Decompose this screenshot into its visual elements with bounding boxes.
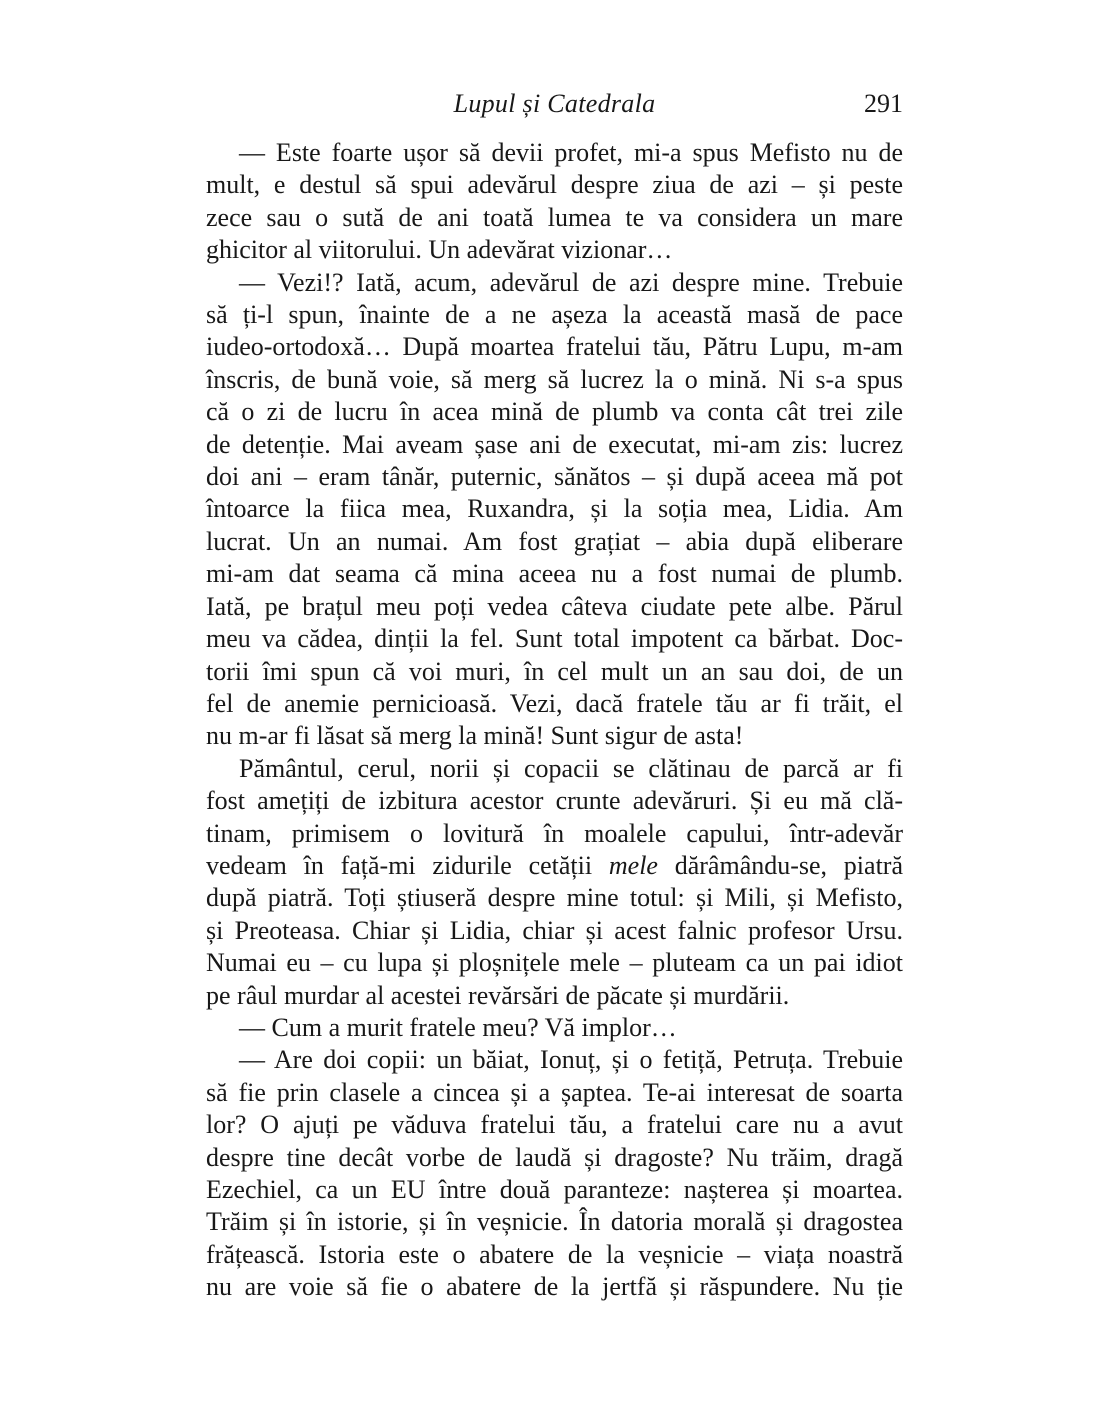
- text-segment: mult, e destul să spui adevărul despre ziua de azi – și peste: [206, 170, 903, 200]
- running-head-title: Lupul și Catedrala: [453, 89, 656, 118]
- text-segment: și Preoteasa. Chiar și Lidia, chiar și acest falnic profesor Ursu.: [206, 915, 903, 945]
- text-line: [206, 656, 903, 688]
- text-line: [206, 169, 903, 201]
- text-segment: zece sau o sută de ani toată lumea te va considera un mare: [206, 202, 903, 232]
- text-segment: torii îmi spun că voi muri, în cel mult un an sau doi, de un: [206, 656, 903, 686]
- text-line: [206, 688, 903, 720]
- text-segment: — Vezi!? Iată, acum, adevărul de azi despre mine. Trebuie: [239, 267, 903, 297]
- text-line: [206, 818, 903, 850]
- text-line: [206, 558, 903, 590]
- text-segment: dărâmându-se, piatră: [657, 850, 903, 880]
- page-number: 291: [864, 89, 903, 118]
- text-line: [206, 267, 903, 299]
- text-segment: lucrat. Un an numai. Am fost grațiat – abia după eliberare: [206, 526, 903, 556]
- text-line: [206, 850, 903, 882]
- text-line: [206, 299, 903, 331]
- text-segment: — Cum a murit fratele meu? Vă implor…: [239, 1012, 677, 1042]
- text-line: [206, 137, 903, 169]
- text-segment: Ezechiel, ca un EU între două paranteze: nașterea și moartea.: [206, 1175, 903, 1204]
- text-segment: meu va cădea, dinții la fel. Sunt total impotent ca bărbat. Doc-: [206, 624, 903, 654]
- text-line: [206, 915, 903, 947]
- text-line: [206, 461, 903, 493]
- text-line: [206, 785, 903, 817]
- text-segment: de detenție. Mai aveam șase ani de executat, mi-am zis: lucrez: [206, 429, 903, 459]
- text-segment: tinam, primisem o lovitură în moalele capului, într-adevăr: [206, 818, 903, 848]
- text-line: [206, 396, 903, 428]
- text-line: [206, 1239, 903, 1271]
- paragraph: [206, 753, 903, 1012]
- text-segment: să fie prin clasele a cincea și a șaptea. Te-ai interesat de soarta: [206, 1077, 903, 1107]
- text-segment: ghicitor al viitorului. Un adevărat vizionar…: [206, 235, 673, 265]
- text-line: [206, 980, 903, 1012]
- text-segment: întoarce la fiica mea, Ruxandra, și la soția mea, Lidia. Am: [206, 494, 903, 524]
- text-segment: că o zi de lucru în acea mină de plumb va conta cât trei zile: [206, 397, 903, 427]
- text-line: [206, 364, 903, 396]
- text-segment: despre tine decât vorbe de laudă și dragoste? Nu trăim, dragă: [206, 1142, 903, 1172]
- text-line: [206, 1012, 903, 1044]
- running-head: [206, 88, 903, 121]
- text-line: [206, 1206, 903, 1238]
- text-segment: Iată, pe brațul meu poți vedea câteva ciudate pete albe. Părul: [206, 591, 903, 621]
- text-line: [206, 1271, 903, 1303]
- text-segment: doi ani – eram tânăr, puternic, sănătos – și după aceea mă pot: [206, 462, 903, 492]
- text-line: [206, 331, 903, 363]
- text-line: [206, 591, 903, 623]
- text-line: [206, 1109, 903, 1141]
- text-line: [206, 623, 903, 655]
- text-segment: fel de anemie pernicioasă. Vezi, dacă fratele tău ar fi trăit, el: [206, 688, 903, 718]
- page-body: [206, 137, 903, 1304]
- text-segment: fost amețiți de izbitura acestor crunte adevăruri. Și eu mă clă-: [206, 786, 903, 816]
- text-segment: după piatră. Toți știuseră despre mine totul: și Mili, și Mefisto,: [206, 883, 903, 913]
- paragraph: [206, 1012, 903, 1044]
- italic-text: mele: [608, 850, 658, 880]
- text-segment: frățească. Istoria este o abatere de la veșnicie – viața noastră: [206, 1239, 903, 1269]
- text-segment: — Are doi copii: un băiat, Ionuț, și o fetiță, Petruța. Trebuie: [239, 1045, 903, 1075]
- text-line: [206, 1142, 903, 1174]
- text-line: [206, 526, 903, 558]
- text-segment: iudeo-ortodoxă… După moartea fratelui tău, Pătru Lupu, m-am: [206, 332, 903, 362]
- paragraph: [206, 1044, 903, 1303]
- text-segment: nu m-ar fi lăsat să merg la mină! Sunt sigur de asta!: [206, 721, 744, 751]
- text-segment: — Este foarte ușor să devii profet, mi-a spus Mefisto nu de: [239, 138, 903, 167]
- paragraph: [206, 267, 903, 753]
- text-segment: Pământul, cerul, norii și copacii se clătinau de parcă ar fi: [239, 753, 903, 783]
- text-segment: nu are voie să fie o abatere de la jertfă și răspundere. Nu ție: [206, 1272, 903, 1302]
- text-line: [206, 1077, 903, 1109]
- text-segment: pe râul murdar al acestei revărsări de păcate și murdării.: [206, 980, 790, 1010]
- text-line: [206, 753, 903, 785]
- text-line: [206, 1044, 903, 1076]
- text-segment: lor? O ajuți pe văduva fratelui tău, a fratelui care nu a avut: [206, 1110, 903, 1140]
- text-line: [206, 234, 903, 266]
- paragraph: [206, 137, 903, 267]
- text-segment: înscris, de bună voie, să merg să lucrez la o mină. Ni s-a spus: [206, 364, 903, 394]
- text-segment: vedeam în față-mi zidurile cetății: [206, 850, 609, 880]
- text-segment: să ți-l spun, înainte de a ne așeza la această masă de pace: [206, 300, 903, 330]
- text-segment: Trăim și în istorie, și în veșnicie. În datoria morală și dragostea: [206, 1207, 903, 1237]
- text-block: [206, 88, 903, 1304]
- text-line: [206, 493, 903, 525]
- text-segment: mi-am dat seama că mina aceea nu a fost numai de plumb.: [206, 559, 903, 589]
- text-line: [206, 720, 903, 752]
- text-segment: Numai eu – cu lupa și ploșnițele mele – pluteam ca un pai idiot: [206, 948, 903, 978]
- text-line: [206, 1174, 903, 1206]
- text-line: [206, 202, 903, 234]
- text-line: [206, 882, 903, 914]
- text-line: [206, 947, 903, 979]
- text-line: [206, 429, 903, 461]
